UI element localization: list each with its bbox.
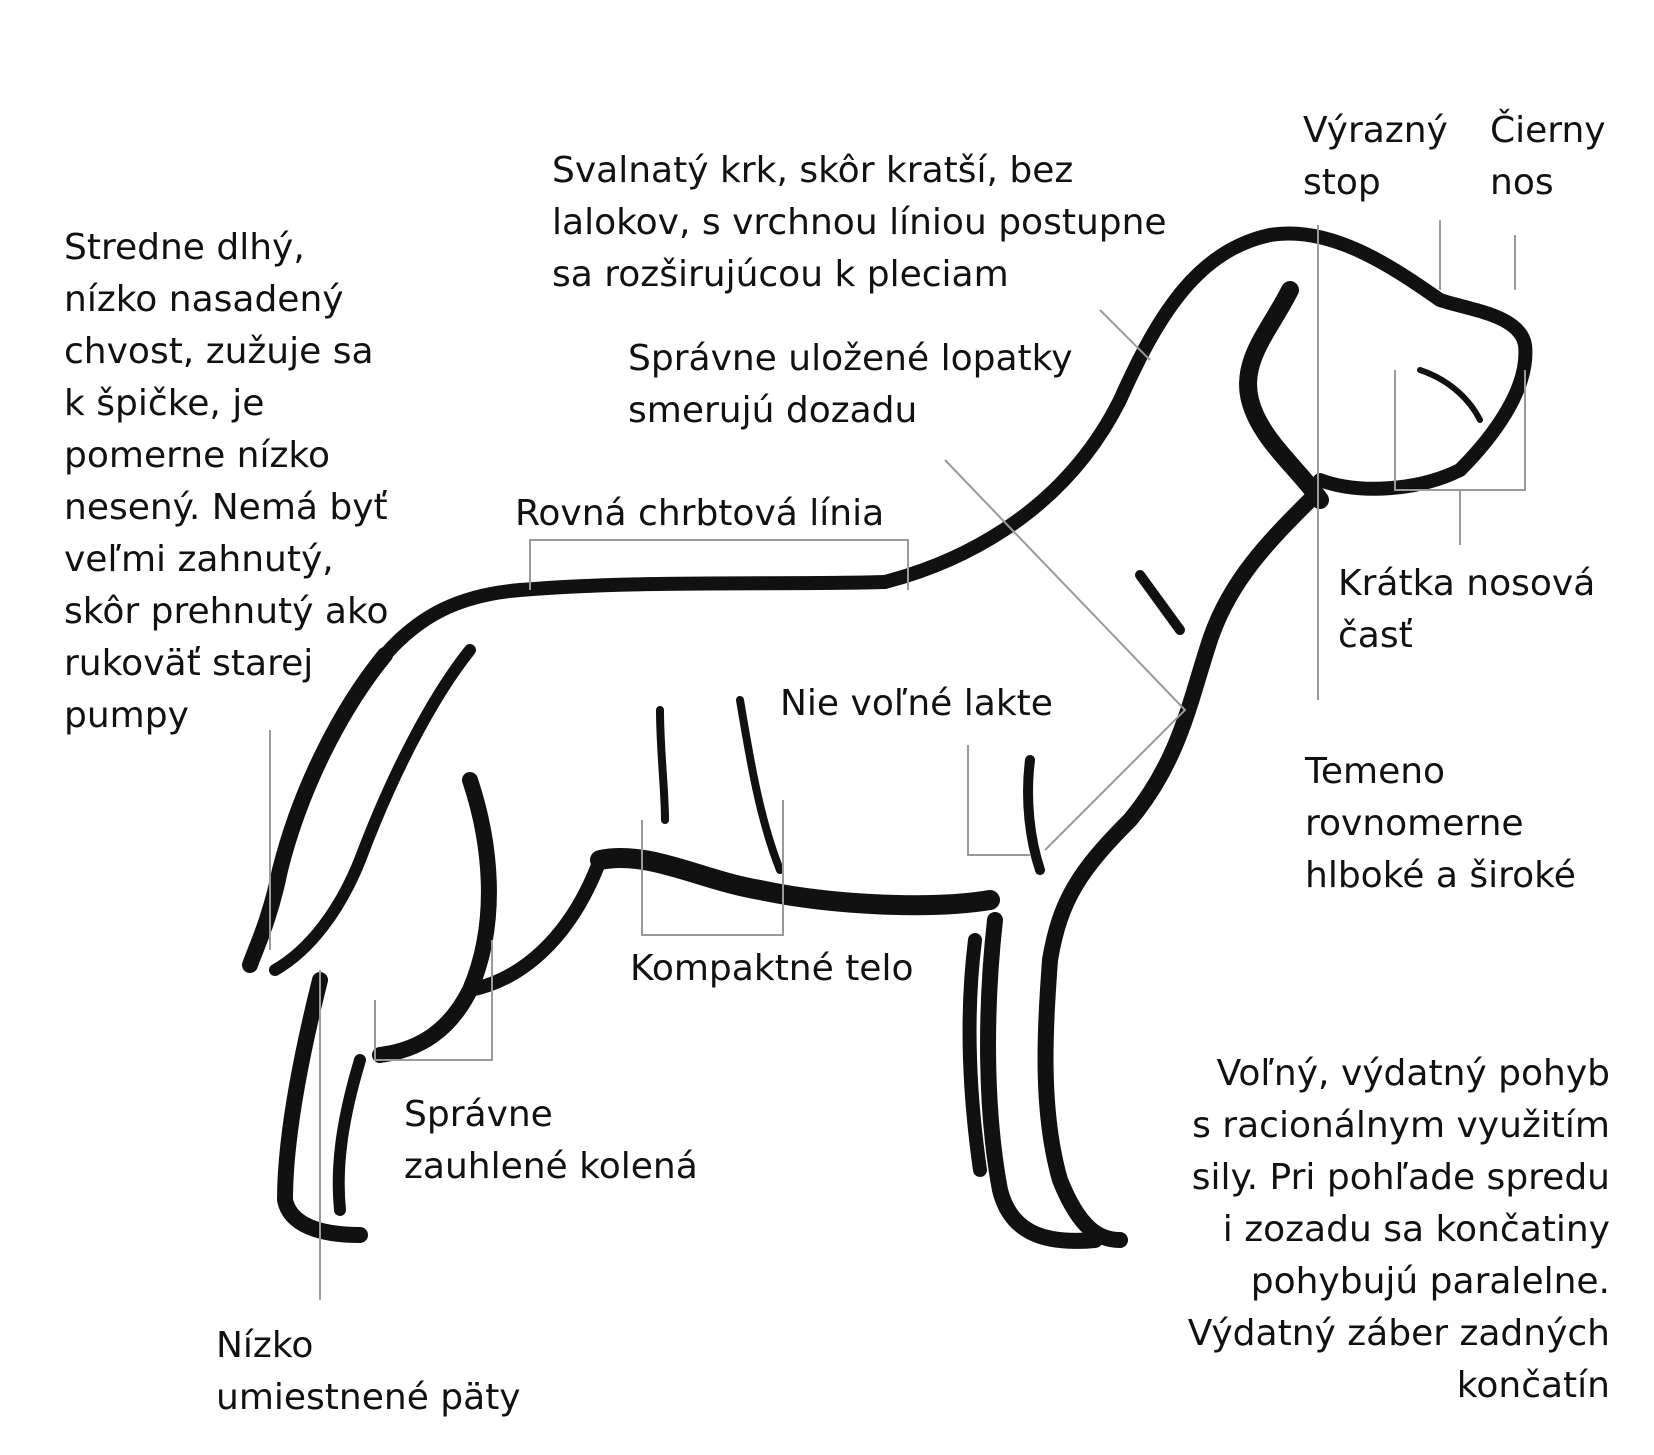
label-hocks [216, 1320, 521, 1424]
label-body [630, 943, 913, 995]
front-leg-outline [1046, 960, 1120, 1240]
label-tail-line: Stredne dlhý, [64, 227, 305, 268]
label-neck-line: Svalnatý krk, skôr kratší, bez [552, 150, 1074, 191]
label-nose [1490, 105, 1606, 209]
front-elbow-line [1028, 760, 1040, 870]
label-tail-line: skôr prehnutý ako [64, 591, 389, 632]
shoulder-mark [1140, 575, 1180, 630]
label-muzzle-line: Krátka nosová [1338, 563, 1596, 604]
label-movement [1188, 1048, 1610, 1412]
label-tail-line: pumpy [64, 695, 189, 736]
rib-line [740, 700, 780, 870]
muzzle-detail [1420, 370, 1480, 420]
label-hocks-line: umiestnené päty [216, 1377, 521, 1418]
label-muzzle-line: časť [1338, 615, 1413, 656]
label-neck-line: sa rozširujúcou k pleciam [552, 254, 1009, 295]
label-movement-line: i zozadu sa končatiny [1222, 1209, 1610, 1250]
label-body-line: Kompaktné telo [630, 948, 914, 989]
label-stop-line: Výrazný [1303, 110, 1448, 151]
label-neck [552, 145, 1167, 301]
label-stifles [404, 1089, 698, 1193]
label-elbows-line: Nie voľné lakte [780, 683, 1053, 724]
label-shoulders [628, 333, 1073, 437]
label-elbows [780, 678, 1053, 730]
label-movement-line: Výdatný záber zadných [1187, 1313, 1610, 1354]
rear-leg-inner-outline [339, 1060, 360, 1210]
label-skull-line: hlboké a široké [1305, 855, 1576, 896]
front-leg-inner-outline [970, 940, 980, 1170]
label-movement-line: s racionálnym využitím [1192, 1105, 1610, 1146]
label-hocks-line: Nízko [216, 1325, 314, 1366]
label-tail-line: rukoväť starej [64, 643, 314, 684]
pointer-neck [1100, 310, 1150, 360]
label-stifles-line: Správne [404, 1094, 553, 1135]
label-movement-line: pohybujú paralelne. [1250, 1261, 1610, 1302]
label-movement-line: Voľný, výdatný pohyb [1216, 1053, 1610, 1094]
label-stifles-line: zauhlené kolená [404, 1146, 698, 1187]
label-skull-line: rovnomerne [1305, 803, 1524, 844]
label-nose-line: Čierny [1490, 110, 1606, 151]
label-stop [1303, 105, 1448, 209]
label-stop-line: stop [1303, 162, 1381, 203]
ear-outline [1248, 290, 1320, 500]
label-shoulders-line: Správne uložené lopatky [628, 338, 1073, 379]
label-tail-line: veľmi zahnutý, [64, 539, 334, 580]
throat-and-chest-outline [1050, 500, 1310, 960]
label-tail-line: chvost, zužuje sa [64, 331, 374, 372]
label-tail-line: nesený. Nemá byť [64, 487, 388, 528]
label-shoulders-line: smerujú dozadu [628, 390, 918, 431]
label-topline-line: Rovná chrbtová línia [515, 493, 885, 534]
label-skull-line: Temeno [1305, 751, 1446, 792]
label-tail-line: pomerne nízko [64, 435, 330, 476]
label-movement-line: končatín [1456, 1365, 1610, 1406]
rib-line-2 [660, 710, 665, 820]
label-neck-line: lalokov, s vrchnou líniou postupne [552, 202, 1167, 243]
label-topline [515, 488, 884, 540]
label-tail [64, 222, 389, 742]
label-movement-line: sily. Pri pohľade spredu [1191, 1157, 1610, 1198]
label-muzzle [1338, 558, 1595, 662]
label-tail-line: nízko nasadený [64, 279, 344, 320]
pointer-elbows [968, 745, 1030, 855]
topline-outline [385, 582, 885, 655]
label-skull [1305, 746, 1576, 902]
label-tail-line: k špičke, je [64, 383, 265, 424]
belly-outline [600, 858, 990, 905]
label-nose-line: nos [1490, 162, 1554, 203]
rear-thigh-outline [380, 780, 489, 1055]
